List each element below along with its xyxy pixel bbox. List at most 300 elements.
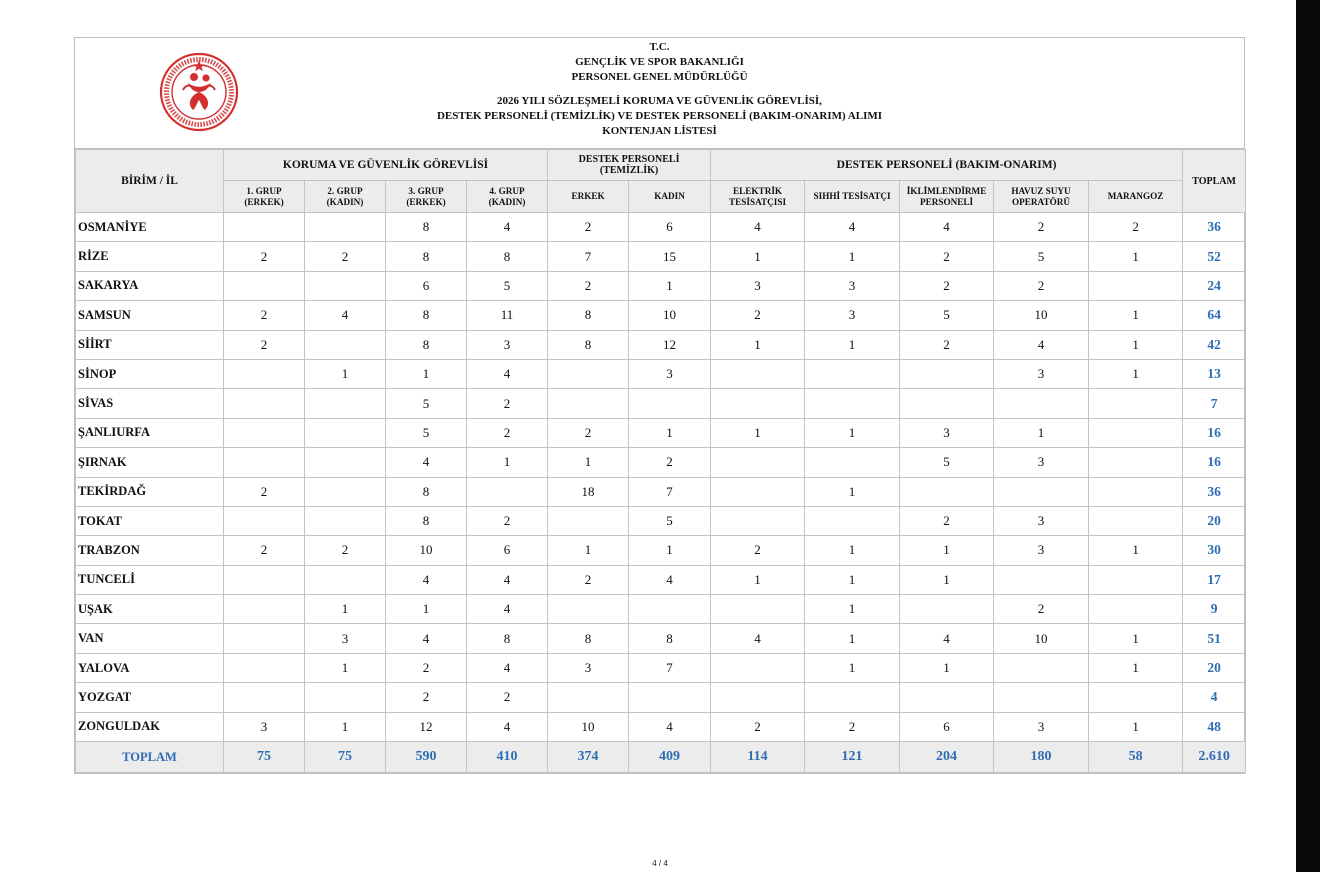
quota-cell: 5 [629,506,711,535]
totals-label: TOPLAM [76,742,224,773]
quota-cell: 2 [994,595,1089,624]
quota-cell: 1 [629,418,711,447]
province-name: SİVAS [76,389,224,418]
quota-cell: 8 [386,506,467,535]
quota-cell [224,506,305,535]
quota-cell: 3 [629,359,711,388]
quota-cell [994,653,1089,682]
grand-total: 2.610 [1183,742,1246,773]
quota-cell: 2 [711,536,805,565]
quota-cell: 7 [629,477,711,506]
table-row [76,359,1246,388]
quota-cell: 3 [994,359,1089,388]
quota-table [75,149,1246,773]
quota-cell: 1 [805,330,900,359]
column-total: 180 [994,742,1089,773]
quota-cell: 3 [224,712,305,741]
subheader-line-1: 4. GRUP [489,185,525,196]
subheader-col-2 [305,181,386,213]
quota-cell: 4 [467,213,548,242]
quota-document [74,37,1245,774]
quota-cell: 2 [994,271,1089,300]
quota-cell: 1 [548,448,629,477]
quota-cell: 4 [711,624,805,653]
table-row [76,330,1246,359]
province-name: SAKARYA [76,271,224,300]
quota-cell: 2 [386,653,467,682]
page-number: 4 / 4 [652,859,668,868]
quota-cell [711,595,805,624]
column-total: 114 [711,742,805,773]
quota-cell [994,565,1089,594]
subheader-line-2: (KADIN) [326,196,364,207]
quota-cell [224,389,305,418]
quota-cell: 4 [467,359,548,388]
column-total: 121 [805,742,900,773]
quota-cell: 4 [386,624,467,653]
quota-cell: 1 [805,624,900,653]
quota-cell: 1 [805,418,900,447]
quota-cell [1089,389,1183,418]
province-name: YALOVA [76,653,224,682]
quota-cell: 2 [305,242,386,271]
quota-cell: 8 [386,242,467,271]
quota-cell: 2 [805,712,900,741]
quota-cell: 1 [805,595,900,624]
quota-cell [805,683,900,712]
quota-cell: 1 [305,595,386,624]
subheader-col-9 [900,181,994,213]
row-total: 30 [1183,536,1246,565]
table-row [76,301,1246,330]
quota-cell: 4 [711,213,805,242]
quota-cell: 4 [629,712,711,741]
table-row [76,242,1246,271]
table-row [76,595,1246,624]
quota-cell: 4 [805,213,900,242]
quota-cell: 2 [467,683,548,712]
province-name: UŞAK [76,595,224,624]
row-total: 51 [1183,624,1246,653]
quota-cell: 1 [1089,359,1183,388]
quota-cell [629,683,711,712]
quota-cell: 2 [224,242,305,271]
subheader-col-4 [467,181,548,213]
quota-cell [305,271,386,300]
subheader-col-7 [711,181,805,213]
quota-cell: 2 [467,418,548,447]
quota-cell [305,418,386,447]
quota-cell: 1 [386,359,467,388]
quota-cell: 2 [900,330,994,359]
quota-cell: 7 [548,242,629,271]
province-name: VAN [76,624,224,653]
quota-cell [548,595,629,624]
quota-cell: 2 [224,301,305,330]
quota-cell: 4 [629,565,711,594]
quota-cell [548,359,629,388]
quota-cell [805,448,900,477]
quota-cell: 8 [467,242,548,271]
quota-cell [224,624,305,653]
quota-cell: 1 [305,712,386,741]
quota-cell [305,683,386,712]
quota-cell: 1 [805,242,900,271]
quota-cell: 5 [900,448,994,477]
quota-cell: 1 [1089,624,1183,653]
quota-cell [711,506,805,535]
quota-cell [1089,506,1183,535]
table-row [76,683,1246,712]
quota-cell [548,683,629,712]
quota-cell [224,418,305,447]
quota-cell [305,477,386,506]
province-name: TUNCELİ [76,565,224,594]
scan-dark-edge [1296,0,1320,872]
column-total: 75 [305,742,386,773]
table-row [76,271,1246,300]
subheader-col-6 [629,181,711,213]
quota-cell: 1 [900,565,994,594]
table-row [76,624,1246,653]
quota-cell: 2 [548,271,629,300]
quota-cell: 2 [548,565,629,594]
quota-cell [224,653,305,682]
quota-cell: 5 [994,242,1089,271]
table-row [76,712,1246,741]
quota-cell: 6 [467,536,548,565]
row-total: 48 [1183,712,1246,741]
quota-cell: 8 [548,301,629,330]
column-total: 75 [224,742,305,773]
column-total: 204 [900,742,994,773]
row-total: 36 [1183,477,1246,506]
subheader-col-8 [805,181,900,213]
quota-cell [711,448,805,477]
column-total: 58 [1089,742,1183,773]
quota-cell [805,389,900,418]
quota-cell: 11 [467,301,548,330]
quota-cell [224,595,305,624]
quota-cell: 2 [224,477,305,506]
quota-cell: 2 [711,712,805,741]
row-total: 24 [1183,271,1246,300]
document-header [75,38,1244,149]
quota-cell: 18 [548,477,629,506]
quota-cell [805,359,900,388]
province-name: YOZGAT [76,683,224,712]
quota-cell [994,389,1089,418]
province-name: ŞIRNAK [76,448,224,477]
quota-cell: 3 [805,271,900,300]
quota-cell [467,477,548,506]
table-row [76,448,1246,477]
subheader-col-11 [1089,181,1183,213]
quota-cell: 3 [548,653,629,682]
quota-cell: 4 [386,565,467,594]
quota-cell [900,683,994,712]
quota-cell [994,683,1089,712]
title-line-ministry: GENÇLİK VE SPOR BAKANLIĞI [575,56,744,68]
quota-cell: 2 [629,448,711,477]
quota-cell [224,359,305,388]
quota-cell: 3 [467,330,548,359]
subheader-line-2: (KADIN) [488,196,526,207]
table-row [76,565,1246,594]
quota-cell: 1 [900,536,994,565]
row-total: 16 [1183,418,1246,447]
quota-cell [305,213,386,242]
subheader-line-2: (ERKEK) [406,196,446,207]
quota-cell: 1 [805,565,900,594]
subheader-line-1: MARANGOZ [1107,191,1164,201]
document-title [75,40,1244,139]
quota-cell: 8 [386,301,467,330]
quota-cell: 2 [900,271,994,300]
quota-cell: 8 [548,330,629,359]
subheader-line-1: HAVUZ SUYU [1011,185,1071,196]
quota-cell: 2 [548,213,629,242]
quota-cell: 5 [900,301,994,330]
quota-cell: 10 [994,301,1089,330]
quota-cell [305,330,386,359]
quota-cell [1089,448,1183,477]
quota-cell: 10 [994,624,1089,653]
province-name: OSMANİYE [76,213,224,242]
quota-cell [305,389,386,418]
subheader-line-2: TESİSATÇISI [729,196,787,207]
quota-cell [900,595,994,624]
subheader-col-1 [224,181,305,213]
quota-cell: 4 [467,565,548,594]
quota-cell: 7 [629,653,711,682]
quota-cell: 4 [467,653,548,682]
quota-cell: 3 [305,624,386,653]
group-destek-bakim-onarim: DESTEK PERSONELİ (BAKIM-ONARIM) [711,150,1183,181]
quota-cell [711,653,805,682]
quota-cell [994,477,1089,506]
row-total: 17 [1183,565,1246,594]
quota-cell: 3 [994,536,1089,565]
quota-cell: 2 [224,536,305,565]
quota-cell: 2 [900,506,994,535]
quota-cell [224,448,305,477]
quota-cell: 1 [629,536,711,565]
quota-cell: 4 [900,213,994,242]
quota-cell: 1 [994,418,1089,447]
subheader-col-10 [994,181,1089,213]
table-row [76,213,1246,242]
quota-cell: 15 [629,242,711,271]
quota-cell [711,477,805,506]
quota-cell: 3 [805,301,900,330]
subheader-line-1: SIHHİ TESİSATÇI [813,191,891,201]
row-total: 7 [1183,389,1246,418]
quota-cell: 2 [900,242,994,271]
row-total: 4 [1183,683,1246,712]
row-total: 20 [1183,653,1246,682]
quota-cell: 4 [467,712,548,741]
quota-cell: 8 [629,624,711,653]
row-total: 36 [1183,213,1246,242]
quota-cell: 1 [548,536,629,565]
quota-cell [629,389,711,418]
quota-cell: 3 [994,448,1089,477]
col-toplam: TOPLAM [1183,150,1246,213]
quota-cell [1089,683,1183,712]
col-birim-il: BİRİM / İL [76,150,224,213]
subheader-line-1: 1. GRUP [246,185,282,196]
quota-cell: 2 [386,683,467,712]
quota-cell [711,359,805,388]
quota-cell: 10 [629,301,711,330]
quota-cell: 3 [994,506,1089,535]
row-total: 64 [1183,301,1246,330]
province-name: RİZE [76,242,224,271]
quota-cell: 3 [994,712,1089,741]
quota-cell: 5 [386,418,467,447]
totals-row [76,742,1246,773]
title-line-subject-2: DESTEK PERSONELİ (TEMİZLİK) VE DESTEK PERSONELİ (BAKIM-ONARIM) ALIMI [436,110,883,122]
quota-cell: 1 [386,595,467,624]
province-name: ŞANLIURFA [76,418,224,447]
quota-cell [548,506,629,535]
quota-cell: 1 [467,448,548,477]
subheader-line-2: OPERATÖRÜ [1012,196,1071,207]
quota-cell: 8 [386,330,467,359]
quota-cell: 6 [386,271,467,300]
table-row [76,653,1246,682]
quota-cell: 4 [386,448,467,477]
group-koruma-guvenlik: KORUMA VE GÜVENLİK GÖREVLİSİ [224,150,548,181]
title-line-subject-1: 2026 YILI SÖZLEŞMELİ KORUMA VE GÜVENLİK GÖREVLİSİ, [497,95,822,107]
table-row [76,389,1246,418]
quota-cell: 5 [386,389,467,418]
subheader-line-1: ELEKTRİK [733,185,783,196]
quota-cell [305,448,386,477]
quota-cell: 1 [711,418,805,447]
quota-cell: 12 [629,330,711,359]
quota-cell: 2 [711,301,805,330]
column-total: 374 [548,742,629,773]
quota-cell [305,506,386,535]
group-temizlik-line-1: DESTEK PERSONELİ [578,154,680,165]
quota-cell [1089,271,1183,300]
quota-cell: 5 [467,271,548,300]
quota-cell: 8 [386,213,467,242]
quota-cell: 2 [467,506,548,535]
table-row [76,477,1246,506]
quota-cell: 1 [1089,536,1183,565]
table-row [76,536,1246,565]
row-total: 42 [1183,330,1246,359]
quota-cell: 1 [1089,712,1183,741]
quota-cell: 4 [467,595,548,624]
quota-cell: 4 [305,301,386,330]
quota-cell [900,359,994,388]
column-total: 410 [467,742,548,773]
quota-cell: 3 [900,418,994,447]
quota-cell: 2 [994,213,1089,242]
province-name: SAMSUN [76,301,224,330]
group-temizlik-line-2: (TEMİZLİK) [599,165,659,176]
quota-cell: 2 [467,389,548,418]
subheader-col-3 [386,181,467,213]
row-total: 13 [1183,359,1246,388]
quota-cell: 4 [994,330,1089,359]
province-name: TRABZON [76,536,224,565]
quota-cell: 2 [305,536,386,565]
quota-cell: 4 [900,624,994,653]
quota-cell: 1 [305,653,386,682]
quota-cell: 1 [1089,653,1183,682]
title-line-subject-3: KONTENJAN LİSTESİ [602,125,717,137]
column-total: 409 [629,742,711,773]
quota-cell: 10 [548,712,629,741]
title-line-tc: T.C. [649,41,670,53]
quota-cell: 1 [805,653,900,682]
quota-cell [224,271,305,300]
quota-cell [1089,595,1183,624]
quota-cell [1089,418,1183,447]
table-row [76,418,1246,447]
quota-cell: 1 [1089,242,1183,271]
quota-cell: 8 [548,624,629,653]
subheader-line-2: PERSONELİ [919,196,974,207]
quota-cell: 3 [711,271,805,300]
quota-cell [224,213,305,242]
quota-cell [805,506,900,535]
table-row [76,506,1246,535]
quota-cell: 1 [1089,301,1183,330]
quota-cell: 8 [467,624,548,653]
quota-cell [900,389,994,418]
quota-cell [900,477,994,506]
quota-cell [224,683,305,712]
quota-cell: 6 [900,712,994,741]
quota-cell: 1 [805,536,900,565]
quota-cell [305,565,386,594]
quota-cell: 10 [386,536,467,565]
quota-cell [224,565,305,594]
subheader-col-5 [548,181,629,213]
row-total: 52 [1183,242,1246,271]
quota-cell: 2 [224,330,305,359]
quota-cell: 1 [1089,330,1183,359]
title-line-directorate: PERSONEL GENEL MÜDÜRLÜĞÜ [571,71,748,83]
quota-cell: 1 [305,359,386,388]
row-total: 20 [1183,506,1246,535]
row-total: 16 [1183,448,1246,477]
subheader-line-1: 3. GRUP [408,185,444,196]
subheader-line-1: 2. GRUP [327,185,363,196]
quota-cell: 1 [629,271,711,300]
quota-cell: 1 [711,565,805,594]
column-total: 590 [386,742,467,773]
quota-cell [1089,565,1183,594]
province-name: SİNOP [76,359,224,388]
quota-cell: 6 [629,213,711,242]
quota-cell: 12 [386,712,467,741]
quota-cell: 2 [548,418,629,447]
quota-cell: 1 [711,330,805,359]
quota-cell: 8 [386,477,467,506]
quota-cell [629,595,711,624]
subheader-line-1: KADIN [654,191,685,201]
quota-cell [548,389,629,418]
province-name: ZONGULDAK [76,712,224,741]
province-name: SİİRT [76,330,224,359]
